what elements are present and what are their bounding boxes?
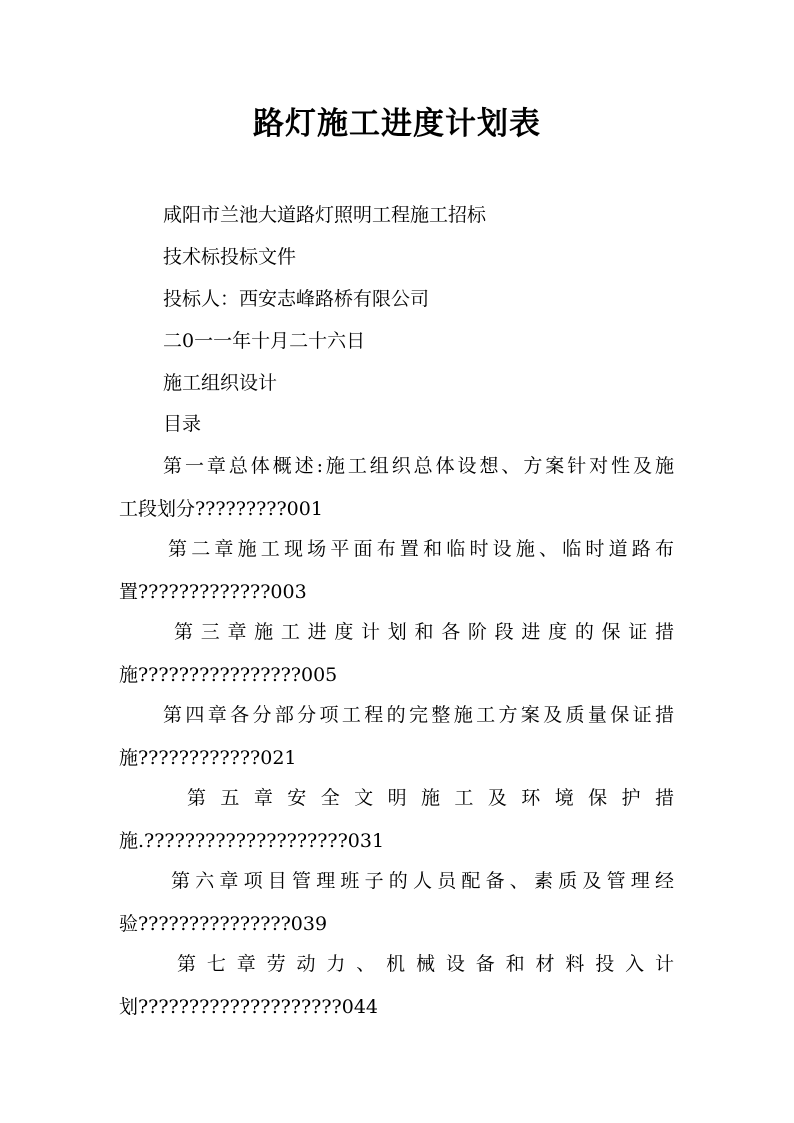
- toc-entry-title: 第六章项目管理班子的人员配备、素质及管理经: [171, 870, 674, 892]
- intro-line-contents: 目录: [163, 413, 202, 435]
- toc-entry-page: 施.????????????????????031: [119, 830, 385, 852]
- toc-entry-page: 划????????????????????044: [119, 996, 378, 1018]
- toc-entry-title: 第五章安全文明施工及环境保护措: [187, 787, 674, 809]
- toc-entry-chapter-5: [119, 786, 674, 853]
- intro-line-bidder: 投标人：西安志峰路桥有限公司: [163, 288, 430, 310]
- toc-entry-chapter-4: [119, 703, 674, 770]
- toc-entry-page: 置?????????????003: [119, 581, 307, 603]
- toc-entry-chapter-7: [119, 952, 674, 1019]
- toc-entry-title: 第三章施工进度计划和各阶段进度的保证措: [174, 621, 674, 643]
- toc-entry-chapter-6: [119, 869, 674, 936]
- toc-entry-chapter-2: [119, 537, 674, 604]
- toc-entry-title: 第二章施工现场平面布置和临时设施、临时道路布: [168, 538, 674, 560]
- toc-entry-chapter-1: [119, 454, 674, 521]
- toc-entry-page: 工段划分?????????001: [119, 498, 323, 520]
- intro-line-doc-type: 技术标投标文件: [163, 246, 297, 268]
- document-title: 路灯施工进度计划表: [253, 106, 541, 142]
- toc-entry-title: 第四章各分部分项工程的完整施工方案及质量保证措: [163, 704, 674, 726]
- toc-entry-chapter-3: [119, 620, 674, 687]
- intro-line-section: 施工组织设计: [163, 372, 278, 394]
- toc-entry-page: 施????????????????005: [119, 664, 338, 686]
- toc-entry-page: 施????????????021: [119, 747, 297, 769]
- intro-line-date: 二0一一年十月二十六日: [163, 330, 366, 352]
- toc-entry-title: 第七章劳动力、机械设备和材料投入计: [177, 953, 674, 975]
- toc-entry-page: 验???????????????039: [119, 913, 328, 935]
- intro-line-project: 咸阳市兰池大道路灯照明工程施工招标: [163, 204, 487, 226]
- toc-entry-title: 第一章总体概述:施工组织总体设想、方案针对性及施: [163, 455, 674, 477]
